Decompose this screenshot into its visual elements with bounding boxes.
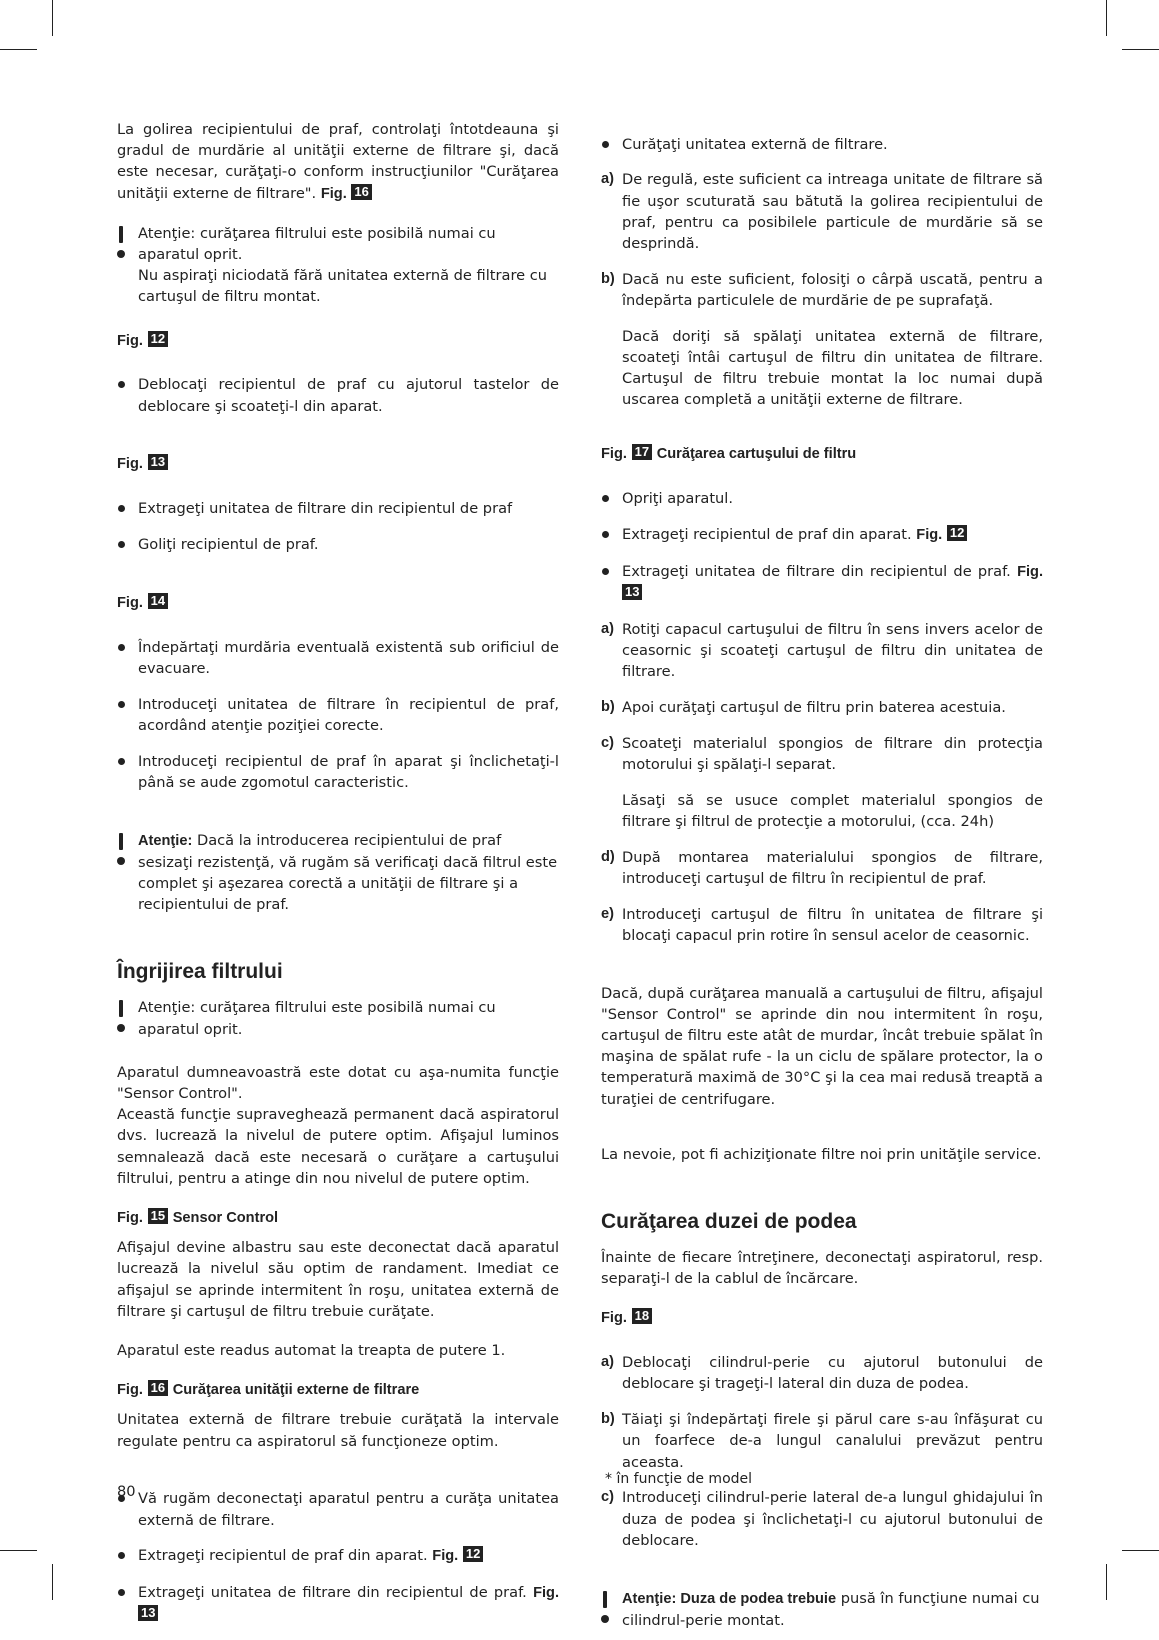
warning-notice: Atenţie: Duza de podea trebuie pusă în funcţiune numai cu cilindrul-perie montat. xyxy=(601,1588,1043,1631)
bullet-item: Vă rugăm deconectaţi aparatul pentru a curăţa unitatea externă de filtrare. xyxy=(117,1488,559,1530)
right-column xyxy=(601,119,1043,1631)
step-item: a) Rotiţi capacul cartuşului de filtru în sens invers acelor de ceasornic şi scoateţi cartuşul de filtru din unitatea de filtrare. xyxy=(601,620,1043,680)
bullet-item: Deblocaţi recipientul de praf cu ajutorul tastelor de deblocare şi scoateţi-l din aparat. xyxy=(117,374,559,416)
paragraph: Afişajul devine albastru sau este deconectat dacă aparatul lucrează la nivelul său optim de randament. Imediat ce afişajul se aprinde intermitent în roşu, unitatea externă de filtrare şi cartuşul de filtru trebuie curăţate. xyxy=(117,1239,559,1320)
step-item: b) Dacă nu este suficient, folosiţi o cârpă uscată, pentru a îndepărta particulele de murdărie de pe suprafaţă. xyxy=(601,270,1043,309)
figure-ref: Fig. 18 xyxy=(601,1307,1043,1329)
crop-mark xyxy=(1106,0,1107,36)
crop-mark xyxy=(1122,1550,1159,1551)
step-item: c) Introduceţi cilindrul-perie lateral de-a lungul ghidajului în duza de podea şi înclichetaţi-l cu ajutorul butonului de deblocare. xyxy=(601,1489,1043,1549)
page-number: 80 xyxy=(117,1483,136,1500)
crop-mark xyxy=(52,0,53,36)
bullet-icon xyxy=(118,1589,125,1596)
figure-badge: 13 xyxy=(138,1605,158,1621)
bullet-item: Introduceţi recipientul de praf în aparat şi înclichetaţi-l până se aude zgomotul caracteristic. xyxy=(117,751,559,793)
figure-heading: Fig. 17 Curăţarea cartuşului de filtru xyxy=(601,444,857,463)
bullet-item: Goliţi recipientul de praf. xyxy=(117,534,559,555)
figure-badge: 14 xyxy=(148,593,168,609)
figure-badge: 15 xyxy=(148,1208,168,1224)
warning-notice: Atenţie: curăţarea filtrului este posibilă numai cu aparatul oprit. xyxy=(117,997,559,1039)
figure-badge: 12 xyxy=(947,525,967,541)
paragraph: Aparatul este readus automat la treapta de putere 1. xyxy=(117,1342,506,1360)
paragraph: Aparatul dumneavoastră este dotat cu aşa-numita funcţie "Sensor Control". xyxy=(117,1063,559,1103)
section-heading: Îngrijirea filtrului xyxy=(117,960,283,984)
figure-badge: 12 xyxy=(463,1546,483,1562)
figure-badge: 16 xyxy=(351,184,371,200)
crop-mark xyxy=(0,49,37,50)
bullet-item: Extrageţi unitatea de filtrare din recipientul de praf. Fig. 13 xyxy=(117,1582,559,1625)
step-item: c) Scoateţi materialul spongios de filtrare din protecţia motorului şi spălaţi-l separat. xyxy=(601,734,1043,773)
bullet-icon xyxy=(118,701,125,708)
step-item: b) Tăiaţi şi îndepărtaţi firele şi părul care s-au înfăşurat cu un foarfece de-a lungul canalului prevăzut pentru aceasta. xyxy=(601,1411,1043,1471)
paragraph: Înainte de fiecare întreţinere, deconectaţi aspiratorul, resp. separaţi-l de la cablul de încărcare. xyxy=(601,1249,1043,1288)
paragraph: La nevoie, pot fi achiziţionate filtre noi prin unităţile service. xyxy=(601,1145,1042,1163)
paragraph: Dacă, după curăţarea manuală a cartuşului de filtru, afişajul "Sensor Control" se aprinde din nou intermitent în roşu, cartuşul de filtru este atât de murdar, încât trebuie spălat în maşina de spălat rufe - la un ciclu de spălare protector, la o temperatură maximă de 30°C şi la cea mai redusă treaptă a turaţiei de centrifugare. xyxy=(601,984,1043,1108)
figure-badge: 13 xyxy=(148,454,168,470)
bullet-item: Opriţi aparatul. xyxy=(601,488,1043,509)
bullet-icon xyxy=(602,531,609,538)
crop-mark xyxy=(1106,1564,1107,1600)
step-item: Lăsaţi să se usuce complet materialul spongios de filtrare şi filtrul de protecţie a motorului, (cca. 24h) xyxy=(622,791,1043,830)
bullet-icon xyxy=(602,495,609,502)
figure-badge: 13 xyxy=(622,584,642,600)
exclamation-icon xyxy=(601,1591,609,1625)
figure-ref: Fig. 13 xyxy=(117,453,559,475)
footnote: * în funcţie de model xyxy=(605,1471,753,1487)
exclamation-icon xyxy=(117,833,125,867)
bullet-item: Extrageţi recipientul de praf din aparat. Fig. 12 xyxy=(117,1545,559,1567)
figure-badge: 16 xyxy=(148,1380,168,1396)
left-column xyxy=(117,119,559,1640)
exclamation-icon xyxy=(117,1000,125,1034)
crop-mark xyxy=(0,1550,37,1551)
bullet-item: Îndepărtaţi murdăria eventuală existentă sub orificiul de evacuare. xyxy=(117,637,559,679)
step-item: a) De regulă, este suficient ca intreaga unitate de filtrare să fie uşor scuturată sau bătută la golirea recipientului de praf, pentru ca posibilele particule de murdărie să se desprindă. xyxy=(601,171,1043,252)
bullet-item: Extrageţi unitatea de filtrare din recipientul de praf. Fig. 13 xyxy=(601,561,1043,604)
bullet-item: Curăţaţi unitatea externă de filtrare. xyxy=(601,134,1043,155)
bullet-icon xyxy=(118,758,125,765)
figure-badge: 18 xyxy=(632,1308,652,1324)
bullet-icon xyxy=(118,505,125,512)
bullet-item: Extrageţi unitatea de filtrare din recipientul de praf xyxy=(117,498,559,519)
figure-badge: 12 xyxy=(148,331,168,347)
figure-heading: Fig. 15 Sensor Control xyxy=(117,1208,279,1227)
bullet-item: Introduceţi unitatea de filtrare în recipientul de praf, acordând atenţie poziţiei corecte. xyxy=(117,694,559,736)
step-item: e) Introduceţi cartuşul de filtru în unitatea de filtrare şi blocaţi capacul prin rotire în sensul acelor de ceasornic. xyxy=(601,905,1043,944)
figure-heading: Fig. 16 Curăţarea unităţii externe de filtrare xyxy=(117,1380,420,1399)
bullet-icon xyxy=(118,381,125,388)
bullet-icon xyxy=(118,644,125,651)
warning-notice: Atenţie: Dacă la introducerea recipientului de praf sesizaţi rezistenţă, vă rugăm să verificaţi dacă filtrul este complet şi aşezarea corectă a unităţii de filtrare şi a recipientului de praf. xyxy=(117,830,559,916)
section-heading: Curăţarea duzei de podea xyxy=(601,1210,857,1234)
figure-badge: 17 xyxy=(632,444,652,460)
figure-ref: Fig. 14 xyxy=(117,592,559,614)
paragraph: Unitatea externă de filtrare trebuie curăţată la intervale regulate pentru ca aspiratorul să funcţioneze optim. xyxy=(117,1411,559,1450)
paragraph: Această funcţie supraveghează permanent dacă aspiratorul dvs. lucrează la nivelul de putere optim. Afişajul luminos semnalează dacă este necesară o curăţare a cartuşului filtrului, pentru a atinge din nou nivelul de putere optim. xyxy=(117,1106,559,1187)
figure-ref: Fig. 12 xyxy=(117,330,559,352)
step-item: Dacă doriţi să spălaţi unitatea externă de filtrare, scoateţi întâi cartuşul de filtru din unitatea de filtrare. Cartuşul de filtru trebuie montat la loc numai după uscarea completă a unităţii externe de filtrare. xyxy=(622,327,1043,409)
exclamation-icon xyxy=(117,226,125,260)
bullet-icon xyxy=(602,568,609,575)
crop-mark xyxy=(52,1564,53,1600)
warning-notice: Atenţie: curăţarea filtrului este posibilă numai cu aparatul oprit. Nu aspiraţi niciodată fără unitatea externă de filtrare cu cartuşul de filtru montat. xyxy=(117,223,559,308)
bullet-icon xyxy=(118,1552,125,1559)
crop-mark xyxy=(1122,49,1159,50)
step-item: b) Apoi curăţaţi cartuşul de filtru prin baterea acestuia. xyxy=(601,698,1006,716)
step-item: a) Deblocaţi cilindrul-perie cu ajutorul butonului de deblocare şi trageţi-l lateral din duza de podea. xyxy=(601,1354,1043,1393)
bullet-item: Extrageţi recipientul de praf din aparat. Fig. 12 xyxy=(601,524,1043,546)
step-item: d) După montarea materialului spongios de filtrare, introduceţi cartuşul de filtru în recipientul de praf. xyxy=(601,848,1043,887)
intro-paragraph: La golirea recipientului de praf, controlaţi întotdeauna şi gradul de murdărie al unităţii externe de filtrare şi, dacă este necesar, curăţaţi-o conform instrucţiunilor "Curăţarea unităţii externe de filtrare". Fig. 16 xyxy=(117,121,559,202)
bullet-icon xyxy=(602,141,609,148)
bullet-icon xyxy=(118,541,125,548)
